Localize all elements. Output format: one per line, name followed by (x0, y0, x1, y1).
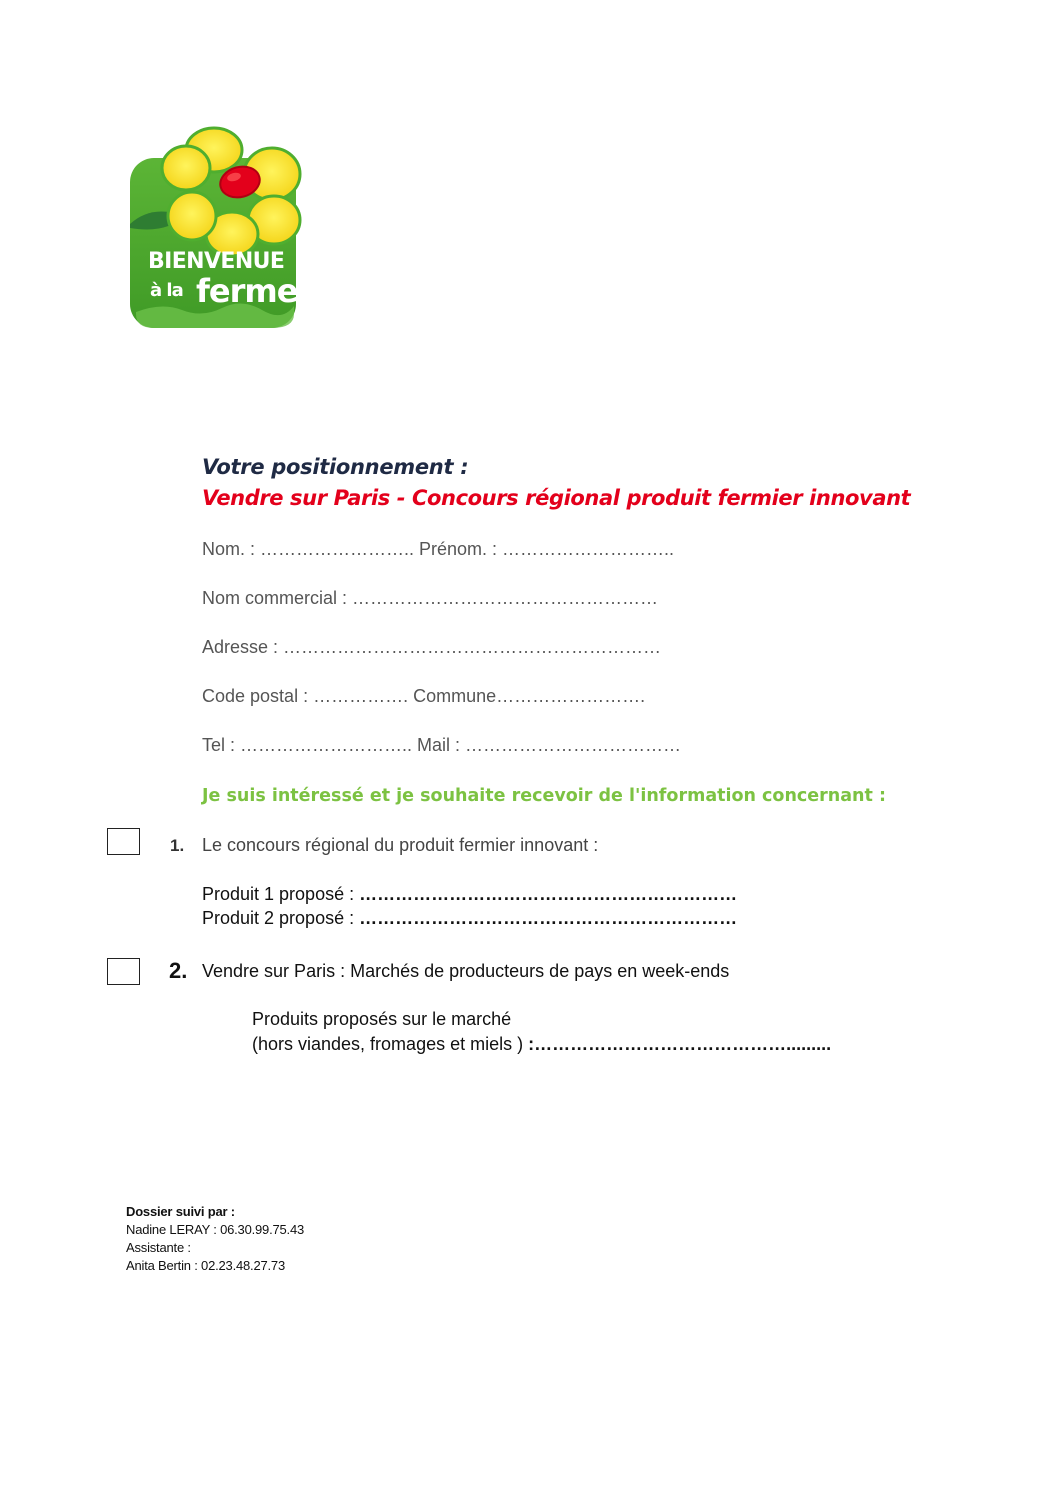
produit-2-label: Produit 2 proposé : (202, 908, 355, 928)
field-nom-commercial[interactable]: Nom commercial : …………………………………………… (202, 588, 659, 608)
page-subtitle: Vendre sur Paris - Concours régional produit fermier innovant (202, 486, 911, 510)
option-2-number: 2. (169, 958, 188, 983)
checkbox-option-1[interactable] (107, 828, 140, 855)
option-1-label: Le concours régional du produit fermier innovant : (202, 835, 599, 855)
logo-text-bienvenue: BIENVENUE (148, 249, 285, 274)
products-market-line-1: Produits proposés sur le marché (252, 1009, 512, 1029)
contact-line-2: Assistante : (126, 1240, 191, 1255)
field-adresse[interactable]: Adresse : ……………………………………………………… (202, 637, 662, 657)
contact-line-3: Anita Bertin : 02.23.48.27.73 (126, 1258, 285, 1273)
option-2-label-part2: Marchés de producteurs de pays en week-ends (345, 961, 730, 981)
contact-block (126, 1203, 304, 1275)
field-produit-2[interactable] (202, 908, 737, 929)
products-market-line-2-text: (hors viandes, fromages et miels ) (252, 1034, 529, 1054)
logo-text-ferme: ferme (196, 272, 298, 310)
produit-1-dots: ……………………………………………………… (354, 884, 738, 904)
produit-1-label: Produit 1 proposé : (202, 884, 355, 904)
logo-text-a-la: à la (150, 280, 183, 301)
field-tel-mail[interactable]: Tel : ……………………….. Mail : ……………………………… (202, 735, 682, 755)
field-code-postal-commune[interactable]: Code postal : ……………. Commune……………………. (202, 686, 646, 706)
option-2-label (202, 961, 729, 982)
page-title: Votre positionnement : (202, 455, 469, 479)
option-1-number: 1. (170, 836, 185, 855)
contact-line-1: Nadine LERAY : 06.30.99.75.43 (126, 1222, 305, 1237)
products-market-colon: : (528, 1034, 535, 1054)
option-2-label-part1: Vendre sur Paris : (202, 961, 346, 981)
contact-heading: Dossier suivi par : (126, 1204, 235, 1219)
checkbox-option-2[interactable] (107, 958, 140, 985)
products-market-dots: ……………………………………......... (534, 1034, 832, 1054)
field-produit-1[interactable] (202, 884, 737, 905)
field-nom-prenom[interactable]: Nom. : …………………….. Prénom. : ……………………….. (202, 539, 675, 559)
bienvenue-a-la-ferme-logo (122, 124, 312, 334)
produit-2-dots: ……………………………………………………… (354, 908, 738, 928)
field-produits-marche[interactable] (252, 1034, 831, 1055)
interest-heading: Je suis intéressé et je souhaite recevoir de l'information concernant : (202, 786, 886, 806)
